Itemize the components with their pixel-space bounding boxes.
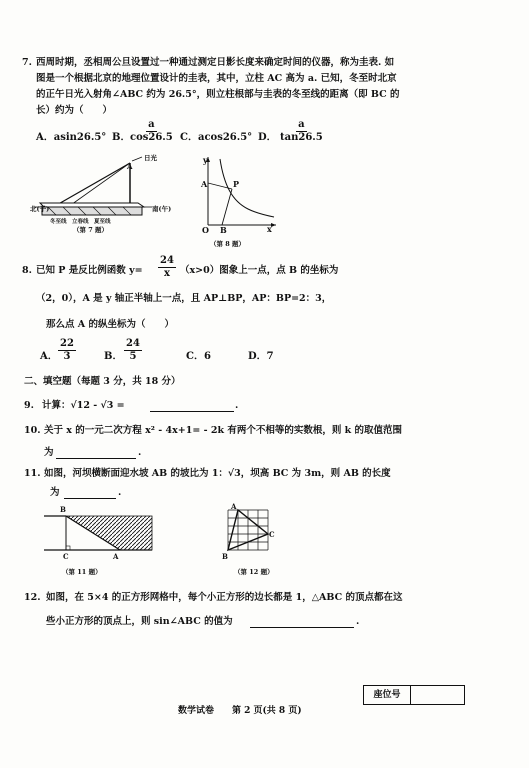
q10-answer-blank[interactable] — [56, 446, 136, 459]
q7-option-d-denominator: tan26.5 — [280, 132, 323, 143]
figure-8-caption: （第 8 题） — [210, 240, 246, 248]
q7-option-b-denominator: cos26.5 — [130, 132, 173, 143]
q9-answer-blank[interactable] — [150, 399, 234, 412]
figure-7-caption: （第 7 题） — [73, 226, 109, 234]
figure-12-label-c: C — [269, 530, 275, 539]
q12-line1: 如图，在 5×4 的正方形网格中，每个小正方形的边长都是 1，△ABC 的顶点都在这 — [46, 592, 403, 603]
figure-8-drawing — [198, 155, 278, 235]
q7-line4: 长）约为（ ） — [36, 105, 113, 116]
q8-function-numerator: 24 — [160, 255, 174, 266]
q11-line2: 为 — [50, 487, 60, 498]
q11-end: . — [118, 487, 122, 498]
q8-option-a-numerator: 22 — [60, 338, 74, 349]
q7-option-b-numerator: a — [148, 119, 155, 130]
q7-option-c: C．acos26.5° — [180, 132, 253, 143]
q8-option-a-denominator: 3 — [63, 351, 71, 362]
q7-option-d-label: D． — [258, 132, 277, 143]
seat-number-label: 座位号 — [364, 686, 411, 704]
figure-7-north-label: 北(子) — [30, 205, 50, 213]
q7-line3: 的正午日光入射角∠ABC 约为 26.5°，则立柱根部与圭表的冬至线的距离（即 BC 的 — [36, 89, 400, 100]
q8-option-a-label: A． — [40, 351, 58, 362]
q10-number: 10. — [24, 425, 41, 436]
q12-number: 12. — [24, 592, 41, 603]
q8-line3: 那么点 A 的纵坐标为（ ） — [46, 319, 174, 330]
figure-8-x-label: x — [267, 224, 272, 234]
figure-12-caption: （第 12 题） — [234, 568, 274, 576]
q7-option-d-fraction — [280, 119, 323, 144]
figure-11-caption: （第 11 题） — [62, 568, 102, 576]
q8-line1-end: （x>0）图象上一点，点 B 的坐标为 — [180, 265, 339, 276]
q8-option-b-denominator: 5 — [129, 351, 137, 362]
section-2-title: 二、填空题（每题 3 分，共 18 分） — [24, 376, 181, 387]
q7-option-b-label: B． — [112, 132, 131, 143]
q8-option-b-label: B． — [104, 351, 123, 362]
q7-option-d-numerator: a — [298, 119, 305, 130]
q12-answer-blank[interactable] — [250, 615, 354, 628]
figure-12-label-a: A — [231, 502, 237, 511]
q8-function-fraction — [158, 255, 176, 280]
figure-11-label-b: B — [60, 505, 66, 514]
figure-8-p-label: P — [233, 179, 240, 189]
q8-number: 8. — [22, 265, 32, 276]
q9-text: 计算：√12 - √3 = — [42, 400, 125, 411]
q8-option-d: D．7 — [248, 351, 274, 362]
q10-line2: 为 — [44, 447, 54, 458]
figure-7-label-a: A — [127, 162, 133, 171]
figure-12-label-b: B — [222, 552, 228, 561]
figure-8-y-label: y — [203, 155, 208, 165]
q10-line1: 关于 x 的一元二次方程 x² - 4x+1= - 2k 有两个不相等的实数根，则 k 的取值范围 — [44, 425, 403, 436]
figure-11-label-a: A — [113, 552, 119, 561]
seat-number-box — [363, 685, 465, 705]
q9-end: . — [235, 400, 239, 411]
q12-end: . — [356, 616, 360, 627]
figure-7-sun-label: 日光 — [144, 154, 157, 162]
figure-8-o-label: O — [202, 225, 209, 235]
q10-end: . — [138, 447, 142, 458]
q8-option-a-fraction — [58, 338, 76, 363]
q7-number: 7. — [22, 57, 32, 68]
figure-7-south-label: 南(午) — [152, 205, 172, 213]
page-footer: 数学试卷 第 2 页(共 8 页) — [178, 706, 302, 716]
q12-line2: 些小正方形的顶点上，则 sin∠ABC 的值为 — [46, 616, 233, 627]
q11-answer-blank[interactable] — [64, 486, 116, 499]
q8-line2: （2，0），A 是 y 轴正半轴上一点，且 AP⊥BP，AP：BP=2：3， — [36, 293, 332, 304]
q7-option-a: A．asin26.5° — [36, 132, 107, 143]
q7-option-b-fraction — [130, 119, 173, 144]
figure-8-b-label: B — [220, 225, 227, 235]
q8-option-b-numerator: 24 — [126, 338, 140, 349]
q11-line1: 如图，河坝横断面迎水坡 AB 的坡比为 1：√3，坝高 BC 为 3m，则 AB 的长度 — [44, 468, 391, 479]
q8-option-b-fraction — [124, 338, 142, 363]
q11-number: 11. — [24, 468, 41, 479]
q8-line1-start: 已知 P 是反比例函数 y= — [36, 265, 143, 276]
q9-number: 9. — [24, 400, 34, 411]
figure-8-a-label: A — [201, 179, 208, 189]
q8-option-c: C．6 — [186, 351, 211, 362]
figure-11-label-c: C — [63, 552, 69, 561]
q8-function-denominator: x — [163, 268, 170, 279]
q7-line1: 西周时期，丞相周公旦设置过一种通过测定日影长度来确定时间的仪器，称为圭表. 如 — [36, 57, 395, 68]
seat-number-field[interactable] — [411, 686, 464, 704]
figure-7-line-labels: 冬至线 立春线 夏至线 — [50, 219, 111, 225]
q7-line2: 图是一个根据北京的地理位置设计的圭表，其中，立柱 AC 高为 a. 已知，冬至时北京 — [36, 73, 397, 84]
